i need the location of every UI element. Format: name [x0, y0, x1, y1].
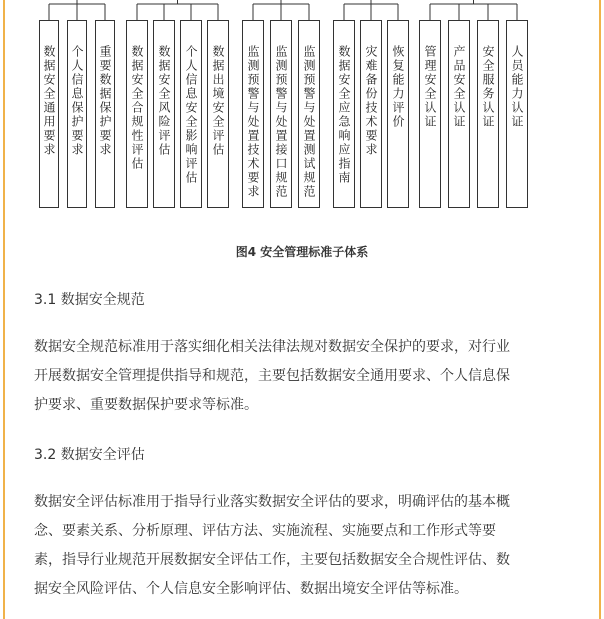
diagram-box-label: 数据安全通用要求	[42, 45, 56, 157]
diagram-box-label: 监测预警与处置测试规范	[302, 45, 316, 199]
diagram-box-label: 产品安全认证	[452, 45, 466, 129]
figure-caption: 图4 安全管理标准子体系	[235, 245, 369, 259]
diagram-box	[270, 20, 292, 208]
diagram-box	[39, 20, 59, 208]
diagram-box-label: 监测预警与处置技术要求	[246, 45, 260, 199]
paragraph-line: 念、要素关系、分析原理、评估方法、实施流程、实施要点和工作形式等要	[34, 523, 496, 539]
paragraph-line: 护要求、重要数据保护要求等标准。	[34, 397, 258, 413]
section-3-2-paragraph	[34, 488, 570, 604]
diagram-box	[242, 20, 264, 208]
diagram-box	[153, 20, 175, 208]
diagram-box-label: 安全服务认证	[481, 45, 495, 129]
diagram-box-label: 个人信息保护要求	[70, 45, 84, 157]
paragraph-line: 数据安全评估标准用于指导行业落实数据安全评估的要求，明确评估的基本概	[34, 494, 510, 510]
paragraph-line: 数据安全规范标准用于落实细化相关法律法规对数据安全保护的要求，对行业	[34, 339, 510, 355]
diagram-box	[67, 20, 87, 208]
diagram-box-label: 数据安全风险评估	[157, 45, 171, 157]
diagram-box	[506, 20, 528, 208]
diagram-box	[180, 20, 202, 208]
section-heading-3-1: 3.1 数据安全规范	[34, 292, 145, 308]
diagram-box	[360, 20, 382, 208]
diagram-box	[477, 20, 499, 208]
diagram-box	[419, 20, 441, 208]
diagram-box-label: 恢复能力评价	[391, 45, 405, 129]
section-heading-3-2: 3.2 数据安全评估	[34, 447, 145, 463]
diagram-box-label: 数据安全应急响应指南	[337, 45, 351, 185]
paragraph-line: 据安全风险评估、个人信息安全影响评估、数据出境安全评估等标准。	[34, 581, 468, 597]
diagram-box-label: 人员能力认证	[510, 45, 524, 129]
diagram-box	[333, 20, 355, 208]
diagram-box-label: 管理安全认证	[423, 45, 437, 129]
diagram-box-label: 重要数据保护要求	[98, 45, 112, 157]
diagram-box-label: 数据安全合规性评估	[130, 45, 144, 171]
standards-tree-diagram	[0, 0, 604, 215]
diagram-box-label: 监测预警与处置接口规范	[274, 45, 288, 199]
diagram-box-label: 灾难备份技术要求	[364, 45, 378, 157]
paragraph-line: 开展数据安全管理提供指导和规范，主要包括数据安全通用要求、个人信息保	[34, 368, 510, 384]
paragraph-line: 素，指导行业规范开展数据安全评估工作，主要包括数据安全合规性评估、数	[34, 552, 510, 568]
diagram-box	[126, 20, 148, 208]
diagram-box-label: 数据出境安全评估	[211, 45, 225, 157]
diagram-box-label: 个人信息安全影响评估	[184, 45, 198, 185]
diagram-box	[448, 20, 470, 208]
diagram-box	[207, 20, 229, 208]
diagram-box	[387, 20, 409, 208]
diagram-box	[95, 20, 115, 208]
section-3-1-paragraph	[34, 333, 570, 420]
diagram-box	[298, 20, 320, 208]
